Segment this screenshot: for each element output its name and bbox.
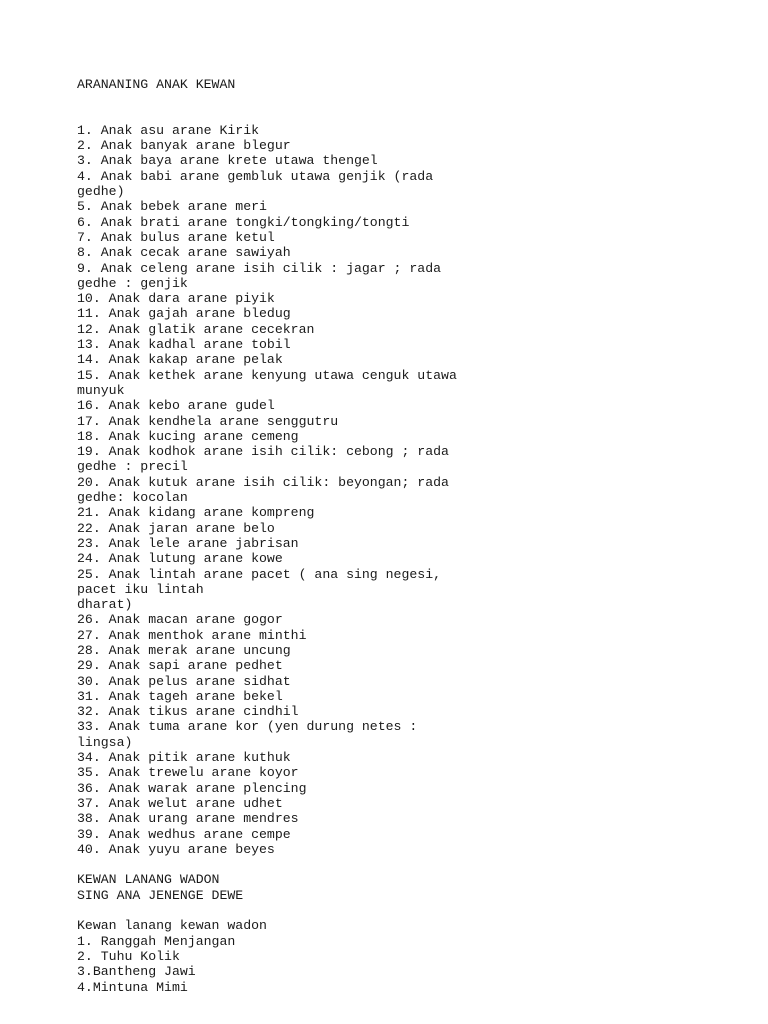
list-item: munyuk bbox=[77, 382, 125, 398]
list-item: 32. Anak tikus arane cindhil bbox=[77, 704, 299, 720]
list-item: 27. Anak menthok arane minthi bbox=[77, 627, 307, 643]
list-item: dharat) bbox=[77, 597, 133, 613]
list-item: 12. Anak glatik arane cecekran bbox=[77, 321, 315, 337]
document-title: ARANANING ANAK KEWAN bbox=[77, 77, 236, 92]
list-item: 19. Anak kodhok arane isih cilik: cebong ; rada bbox=[77, 444, 449, 460]
list-item: 31. Anak tageh arane bekel bbox=[77, 688, 283, 704]
list-item: 6. Anak brati arane tongki/tongking/tongti bbox=[77, 214, 410, 230]
list-item: 3.Bantheng Jawi bbox=[77, 964, 196, 980]
list-item: 17. Anak kendhela arane senggutru bbox=[77, 413, 339, 429]
list-item: 8. Anak cecak arane sawiyah bbox=[77, 245, 291, 261]
list-item: 4. Anak babi arane gembluk utawa genjik (rada bbox=[77, 168, 434, 184]
list-item: 7. Anak bulus arane ketul bbox=[77, 229, 275, 245]
list-item: 1. Ranggah Menjangan bbox=[77, 933, 236, 949]
list-item: 33. Anak tuma arane kor (yen durung netes : bbox=[77, 719, 418, 735]
list-item: 13. Anak kadhal arane tobil bbox=[77, 337, 291, 353]
list-item: 14. Anak kakap arane pelak bbox=[77, 352, 283, 368]
list-item: 23. Anak lele arane jabrisan bbox=[77, 535, 299, 551]
list-item: 3. Anak baya arane krete utawa thengel bbox=[77, 153, 378, 169]
list-item: 9. Anak celeng arane isih cilik : jagar ; rada bbox=[77, 260, 442, 276]
list-item: 35. Anak trewelu arane koyor bbox=[77, 765, 299, 781]
list-item: 29. Anak sapi arane pedhet bbox=[77, 658, 283, 674]
spacer bbox=[77, 903, 737, 918]
spacer bbox=[77, 857, 737, 872]
list-item: 1. Anak asu arane Kirik bbox=[77, 122, 260, 138]
list-item: pacet iku lintah bbox=[77, 581, 204, 597]
male-female-names-list bbox=[77, 934, 737, 995]
list-item: gedhe) bbox=[77, 184, 125, 200]
section-subheading: Kewan lanang kewan wadon bbox=[77, 918, 267, 934]
list-item: 26. Anak macan arane gogor bbox=[77, 612, 283, 628]
list-item: 16. Anak kebo arane gudel bbox=[77, 398, 275, 414]
list-item: 18. Anak kucing arane cemeng bbox=[77, 428, 299, 444]
list-item: 5. Anak bebek arane meri bbox=[77, 199, 267, 215]
list-item: 28. Anak merak arane uncung bbox=[77, 642, 291, 658]
list-item: 25. Anak lintah arane pacet ( ana sing negesi, bbox=[77, 566, 442, 582]
list-item: 4.Mintuna Mimi bbox=[77, 979, 188, 995]
list-item: 24. Anak lutung arane kowe bbox=[77, 551, 283, 567]
list-item: 22. Anak jaran arane belo bbox=[77, 520, 275, 536]
section-heading-line-1: KEWAN LANANG WADON bbox=[77, 872, 220, 888]
list-item: 20. Anak kutuk arane isih cilik: beyongan; rada bbox=[77, 474, 449, 490]
list-item: 30. Anak pelus arane sidhat bbox=[77, 673, 291, 689]
list-item: 40. Anak yuyu arane beyes bbox=[77, 841, 275, 857]
list-item: 21. Anak kidang arane kompreng bbox=[77, 505, 315, 521]
list-item: gedhe : genjik bbox=[77, 275, 188, 291]
list-item: 2. Tuhu Kolik bbox=[77, 948, 180, 964]
list-item: 34. Anak pitik arane kuthuk bbox=[77, 750, 291, 766]
list-item: 15. Anak kethek arane kenyung utawa cenguk utawa bbox=[77, 367, 457, 383]
list-item: 2. Anak banyak arane blegur bbox=[77, 138, 291, 154]
list-item: lingsa) bbox=[77, 734, 133, 750]
list-item: 10. Anak dara arane piyik bbox=[77, 291, 275, 307]
list-item: 39. Anak wedhus arane cempe bbox=[77, 826, 291, 842]
list-item: gedhe: kocolan bbox=[77, 490, 188, 506]
list-item: 11. Anak gajah arane bledug bbox=[77, 306, 291, 322]
list-item: 37. Anak welut arane udhet bbox=[77, 795, 283, 811]
list-item: 38. Anak urang arane mendres bbox=[77, 811, 299, 827]
animal-young-names-list bbox=[77, 123, 737, 857]
document-page bbox=[77, 77, 737, 995]
section-heading-line-2: SING ANA JENENGE DEWE bbox=[77, 887, 244, 903]
spacer bbox=[77, 92, 737, 123]
list-item: gedhe : precil bbox=[77, 459, 188, 475]
list-item: 36. Anak warak arane plencing bbox=[77, 780, 307, 796]
